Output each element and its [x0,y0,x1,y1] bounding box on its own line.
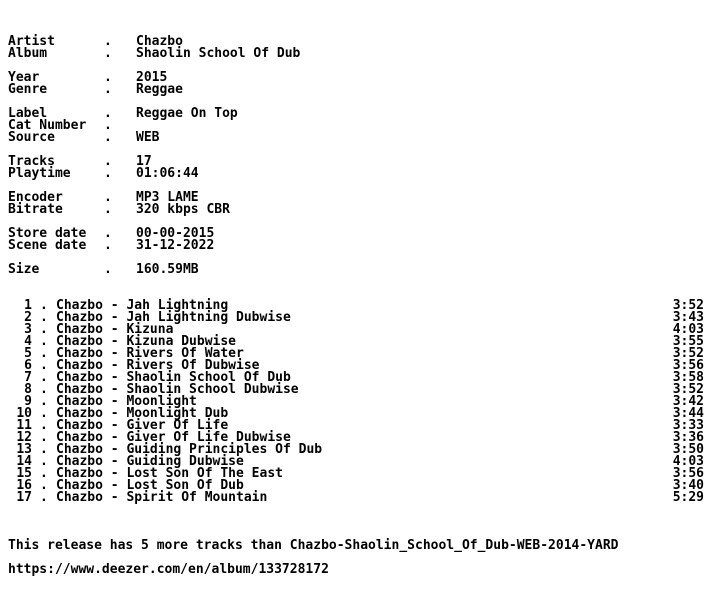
track-title: Chazbo - Kizuna [56,322,174,337]
track-title: Chazbo - Shaolin School Of Dub [56,370,291,385]
track-duration: 3:56 [672,466,704,481]
track-number: 10 [16,406,32,421]
info-row [8,132,704,144]
info-value: 160.59MB [136,262,199,277]
track-duration: 3:40 [672,478,704,493]
track-number: 9 [24,394,32,409]
track-number: 17 [16,490,32,505]
spacer [8,180,704,192]
info-separator: . [104,34,112,49]
info-key: Size [8,262,40,277]
track-number: 4 [24,334,32,349]
track-separator: . [40,466,48,481]
release-info-block [8,36,704,276]
track-title: Chazbo - Lost Son Of Dub [56,478,244,493]
track-separator: . [40,370,48,385]
track-separator: . [40,454,48,469]
info-separator: . [104,154,112,169]
info-key: Store date [8,226,87,241]
spacer [8,144,704,156]
info-row [8,84,704,96]
info-key: Label [8,106,48,121]
track-title: Chazbo - Giver Of Life Dubwise [56,430,291,445]
info-row [8,48,704,60]
track-separator: . [40,490,48,505]
track-number: 6 [24,358,32,373]
track-title: Chazbo - Jah Lightning Dubwise [56,310,291,325]
track-number: 13 [16,442,32,457]
track-separator: . [40,298,48,313]
info-separator: . [104,262,112,277]
info-value: WEB [136,130,160,145]
track-duration: 3:58 [672,370,704,385]
track-duration: 3:55 [672,334,704,349]
track-separator: . [40,322,48,337]
info-value: 320 kbps CBR [136,202,230,217]
info-row [8,72,704,84]
track-separator: . [40,478,48,493]
track-title: Chazbo - Spirit Of Mountain [56,490,268,505]
info-row [8,168,704,180]
track-row [8,492,704,504]
track-title: Chazbo - Guiding Dubwise [56,454,244,469]
track-separator: . [40,442,48,457]
track-duration: 3:52 [672,382,704,397]
info-separator: . [104,118,112,133]
info-value: Chazbo [136,34,183,49]
track-duration: 3:42 [672,394,704,409]
info-separator: . [104,202,112,217]
info-value: 31-12-2022 [136,238,215,253]
track-number: 15 [16,466,32,481]
track-title: Chazbo - Giver Of Life [56,418,229,433]
album-url-link[interactable]: https://www.deezer.com/en/album/133728172 [8,562,329,577]
info-row [8,108,704,120]
info-row [8,204,704,216]
release-info-document [8,34,704,577]
track-duration: 3:52 [672,298,704,313]
info-separator: . [104,226,112,241]
info-value: 2015 [136,70,168,85]
spacer [8,216,704,228]
info-key: Tracks [8,154,55,169]
track-duration: 3:33 [672,418,704,433]
track-title: Chazbo - Shaolin School Dubwise [56,382,299,397]
info-separator: . [104,82,112,97]
info-key: Scene date [8,238,87,253]
track-title: Chazbo - Jah Lightning [56,298,229,313]
track-title: Chazbo - Kizuna Dubwise [56,334,237,349]
info-separator: . [104,130,112,145]
spacer [8,96,704,108]
spacer [8,60,704,72]
info-key: Encoder [8,190,63,205]
track-duration: 4:03 [672,322,704,337]
release-note-line [8,528,704,553]
info-row [8,36,704,48]
info-separator: . [104,46,112,61]
track-number: 12 [16,430,32,445]
track-duration: 3:44 [672,406,704,421]
track-number: 5 [24,346,32,361]
track-title: Chazbo - Moonlight [56,394,197,409]
track-title: Chazbo - Rivers Of Dubwise [56,358,260,373]
info-key: Bitrate [8,202,63,217]
info-separator: . [104,238,112,253]
info-key: Artist [8,34,55,49]
track-duration: 4:03 [672,454,704,469]
info-value: Shaolin School Of Dub [136,46,301,61]
info-row [8,192,704,204]
info-separator: . [104,190,112,205]
info-value: 01:06:44 [136,166,199,181]
track-number: 1 [24,298,32,313]
track-duration: 3:50 [672,442,704,457]
info-separator: . [104,106,112,121]
track-title: Chazbo - Lost Son Of The East [56,466,283,481]
track-separator: . [40,346,48,361]
info-value: 00-00-2015 [136,226,215,241]
track-separator: . [40,430,48,445]
info-key: Genre [8,82,48,97]
track-separator: . [40,418,48,433]
info-value: Reggae On Top [136,106,238,121]
track-duration: 3:43 [672,310,704,325]
track-title: Chazbo - Guiding Principles Of Dub [56,442,323,457]
spacer [8,276,704,300]
info-separator: . [104,166,112,181]
track-number: 11 [16,418,32,433]
info-key: Cat Number [8,118,87,133]
info-separator: . [104,70,112,85]
track-number: 2 [24,310,32,325]
track-separator: . [40,394,48,409]
track-separator: . [40,310,48,325]
track-separator: . [40,358,48,373]
info-value: Reggae [136,82,183,97]
info-row [8,156,704,168]
spacer [8,504,704,528]
track-duration: 3:56 [672,358,704,373]
track-duration: 3:52 [672,346,704,361]
info-key: Source [8,130,55,145]
track-separator: . [40,334,48,349]
track-number: 16 [16,478,32,493]
album-url-line[interactable] [8,552,704,577]
tracklist [8,300,704,504]
info-row [8,264,704,276]
info-value: 17 [136,154,152,169]
track-number: 14 [16,454,32,469]
info-row [8,228,704,240]
info-value: MP3 LAME [136,190,199,205]
info-key: Playtime [8,166,71,181]
track-title: Chazbo - Moonlight Dub [56,406,229,421]
track-number: 7 [24,370,32,385]
track-separator: . [40,382,48,397]
info-key: Album [8,46,48,61]
release-note: This release has 5 more tracks than Chazbo-Shaolin_School_Of_Dub-WEB-2014-YARD [8,538,619,553]
info-row [8,240,704,252]
track-duration: 5:29 [672,490,704,505]
info-key: Year [8,70,40,85]
track-number: 3 [24,322,32,337]
track-separator: . [40,406,48,421]
info-row [8,120,704,132]
track-title: Chazbo - Rivers Of Water [56,346,244,361]
track-duration: 3:36 [672,430,704,445]
track-number: 8 [24,382,32,397]
spacer [8,252,704,264]
